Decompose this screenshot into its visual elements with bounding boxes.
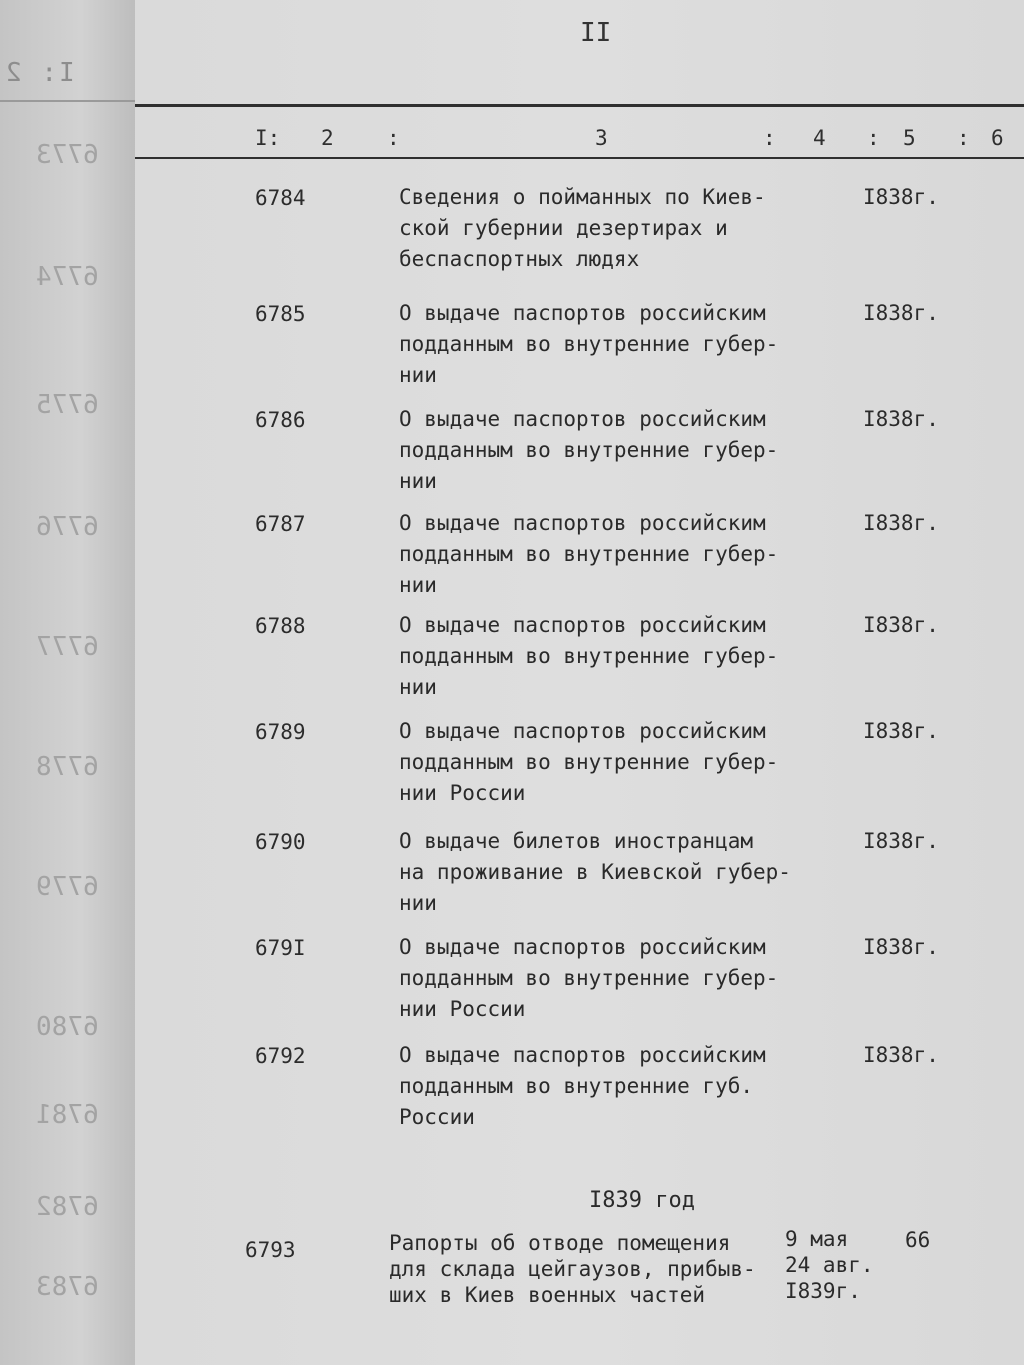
previous-page-number: 6780: [36, 1012, 99, 1042]
record-date: I838г.: [863, 185, 939, 209]
record-date: I838г.: [863, 613, 939, 637]
previous-page-number: 6783: [36, 1272, 99, 1302]
column-separator: :: [957, 126, 970, 150]
record-date: 9 мая 24 авг. I839г.: [785, 1227, 874, 1303]
previous-page-number: 6782: [36, 1192, 99, 1222]
record-date: I838г.: [863, 1043, 939, 1067]
previous-page-number: 6778: [36, 752, 99, 782]
record-title: О выдаче паспортов российским подданным во внутренние губер- нии: [399, 407, 779, 493]
previous-page-column-header: I: 2: [4, 58, 75, 88]
record-number: 679I: [255, 936, 306, 960]
record-title: О выдаче паспортов российским подданным во внутренние губер- нии России: [399, 719, 779, 805]
column-separator: :: [763, 126, 776, 150]
record-date: I838г.: [863, 301, 939, 325]
record-title: О выдаче паспортов российским подданным во внутренние губ. России: [399, 1043, 766, 1129]
record-number: 6789: [255, 720, 306, 744]
record-date: I838г.: [863, 407, 939, 431]
record-sheet-count: 66: [905, 1228, 931, 1252]
column-separator: :: [387, 126, 400, 150]
record-number: 6792: [255, 1044, 306, 1068]
previous-page-number: 6781: [36, 1100, 99, 1130]
previous-page-number: 6775: [36, 390, 99, 420]
column-header-4: 4: [813, 126, 826, 150]
year-heading: I839 год: [589, 1188, 695, 1213]
record-title: Сведения о пойманных по Киев- ской губернии дезертирах и беспаспортных людях: [399, 185, 766, 271]
record-title: О выдаче паспортов российским подданным во внутренние губер- нии: [399, 511, 779, 597]
record-number: 6793: [245, 1238, 296, 1262]
record-number: 6786: [255, 408, 306, 432]
record-date: I838г.: [863, 511, 939, 535]
table-header-bottom-rule: [135, 157, 1024, 159]
record-title: Рапорты об отводе помещения для склада цейгаузов, прибыв- ших в Киев военных частей: [389, 1231, 756, 1307]
record-number: 6787: [255, 512, 306, 536]
record-number: 6788: [255, 614, 306, 638]
record-number: 6790: [255, 830, 306, 854]
document-page: [135, 0, 1024, 1365]
previous-page-number: 6777: [36, 632, 99, 662]
previous-page-number: 6776: [36, 512, 99, 542]
record-date: I838г.: [863, 719, 939, 743]
previous-page-header-rule: [0, 100, 135, 102]
table-header-top-rule: [135, 104, 1024, 107]
record-title: О выдаче паспортов российским подданным во внутренние губер- нии России: [399, 935, 779, 1021]
record-number: 6785: [255, 302, 306, 326]
record-date: I838г.: [863, 935, 939, 959]
column-separator: :: [867, 126, 880, 150]
previous-page-edge: [0, 0, 135, 1365]
previous-page-number: 6773: [36, 140, 99, 170]
record-title: О выдаче паспортов российским подданным во внутренние губер- нии: [399, 301, 779, 387]
previous-page-number: 6779: [36, 872, 99, 902]
record-date: I838г.: [863, 829, 939, 853]
previous-page-number: 6774: [36, 262, 99, 292]
record-title: О выдаче билетов иностранцам на проживание в Киевской губер- нии: [399, 829, 791, 915]
column-header-1: I:: [255, 126, 281, 150]
column-header-5: 5: [903, 126, 916, 150]
column-header-2: 2: [321, 126, 334, 150]
column-header-6: 6: [991, 126, 1004, 150]
record-number: 6784: [255, 186, 306, 210]
page-number: II: [580, 18, 612, 48]
column-header-3: 3: [595, 126, 608, 150]
record-title: О выдаче паспортов российским подданным во внутренние губер- нии: [399, 613, 779, 699]
